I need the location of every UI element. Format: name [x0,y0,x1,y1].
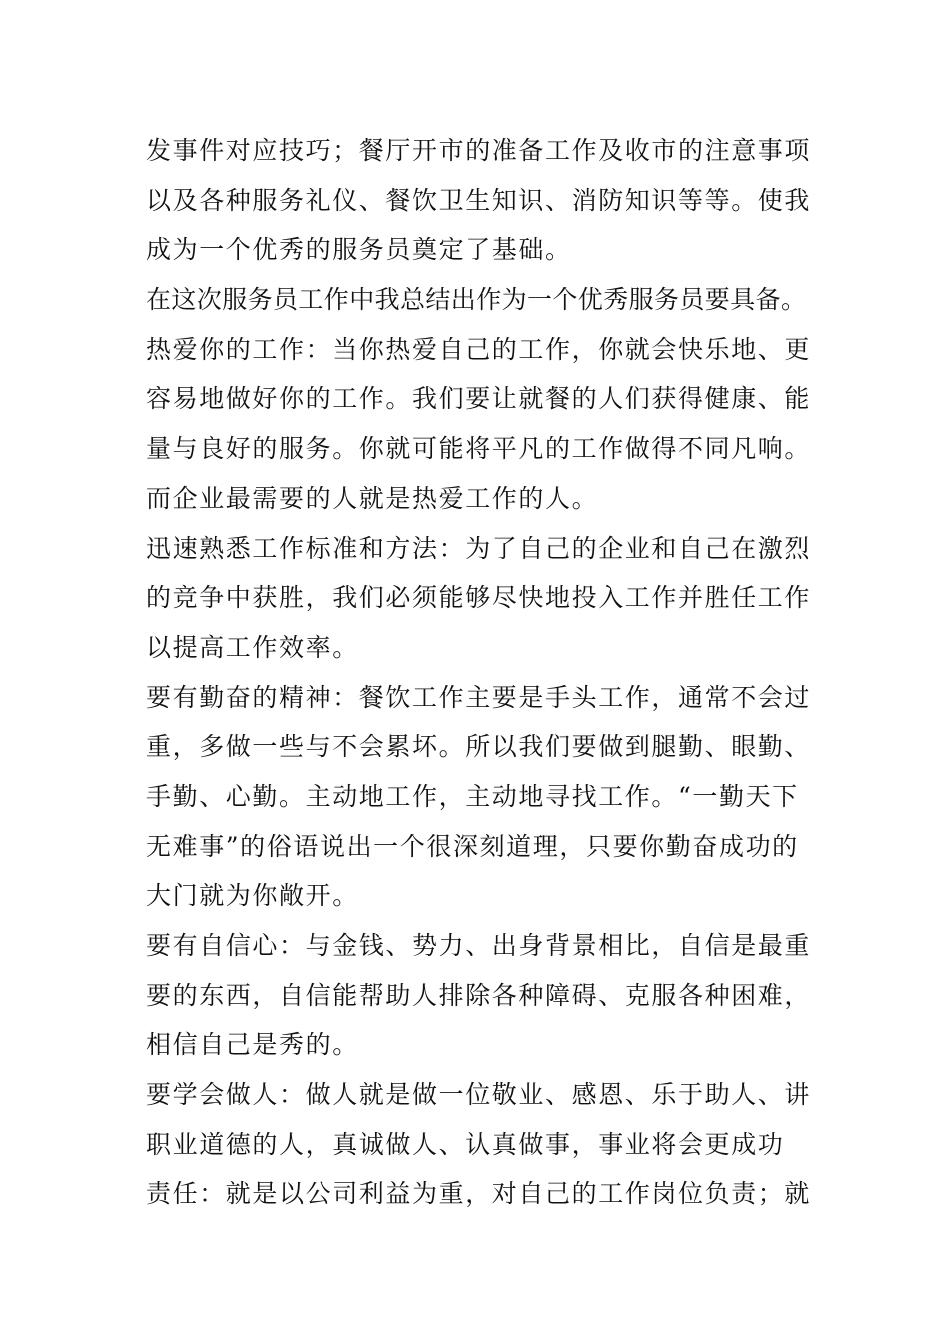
text-line-17: 要有自信心：与金钱、势力、出身背景相比，自信是最重 [146,931,812,960]
text-line-5: 热爱你的工作：当你热爱自己的工作，你就会快乐地、更 [146,334,812,364]
text-line-20: 要学会做人：做人就是做一位敬业、感恩、乐于助人、讲 [146,1080,812,1110]
text-line-4: 在这次服务员工作中我总结出作为一个优秀服务员要具备。 [146,285,807,315]
text-line-18: 要的东西，自信能帮助人排除各种障碍、克服各种困难， [146,980,812,1010]
text-line-16: 大门就为你敞开。 [146,881,359,911]
text-line-19: 相信自己是秀的。 [146,1030,359,1060]
text-line-12: 要有勤奋的精神：餐饮工作主要是手头工作，通常不会过 [146,682,812,712]
text-line-6: 容易地做好你的工作。我们要让就餐的人们获得健康、能 [146,384,812,414]
text-line-15: 无难事”的俗语说出一个很深刻道理，只要你勤奋成功的 [146,831,799,861]
text-line-3: 成为一个优秀的服务员奠定了基础。 [146,235,572,265]
text-line-10: 的竞争中获胜，我们必须能够尽快地投入工作并胜任工作 [146,583,812,613]
text-line-11: 以提高工作效率。 [146,632,359,662]
text-line-13: 重，多做一些与不会累坏。所以我们要做到腿勤、眼勤、 [146,732,812,762]
text-line-21: 职业道德的人，真诚做人、认真做事，事业将会更成功 [146,1129,785,1159]
text-line-2: 以及各种服务礼仪、餐饮卫生知识、消防知识等等。使我 [146,185,812,215]
text-line-8: 而企业最需要的人就是热爱工作的人。 [146,483,599,513]
body-text [146,126,811,1219]
text-line-14: 手勤、心勤。主动地工作，主动地寻找工作。“一勤天下 [146,781,799,811]
text-line-7: 量与良好的服务。你就可能将平凡的工作做得不同凡响。 [146,434,812,464]
text-line-9: 迅速熟悉工作标准和方法：为了自己的企业和自己在激烈 [146,533,812,563]
text-line-22: 责任：就是以公司利益为重，对自己的工作岗位负责；就 [146,1179,812,1209]
text-line-1: 发事件对应技巧；餐厅开市的准备工作及收市的注意事项 [146,136,812,165]
